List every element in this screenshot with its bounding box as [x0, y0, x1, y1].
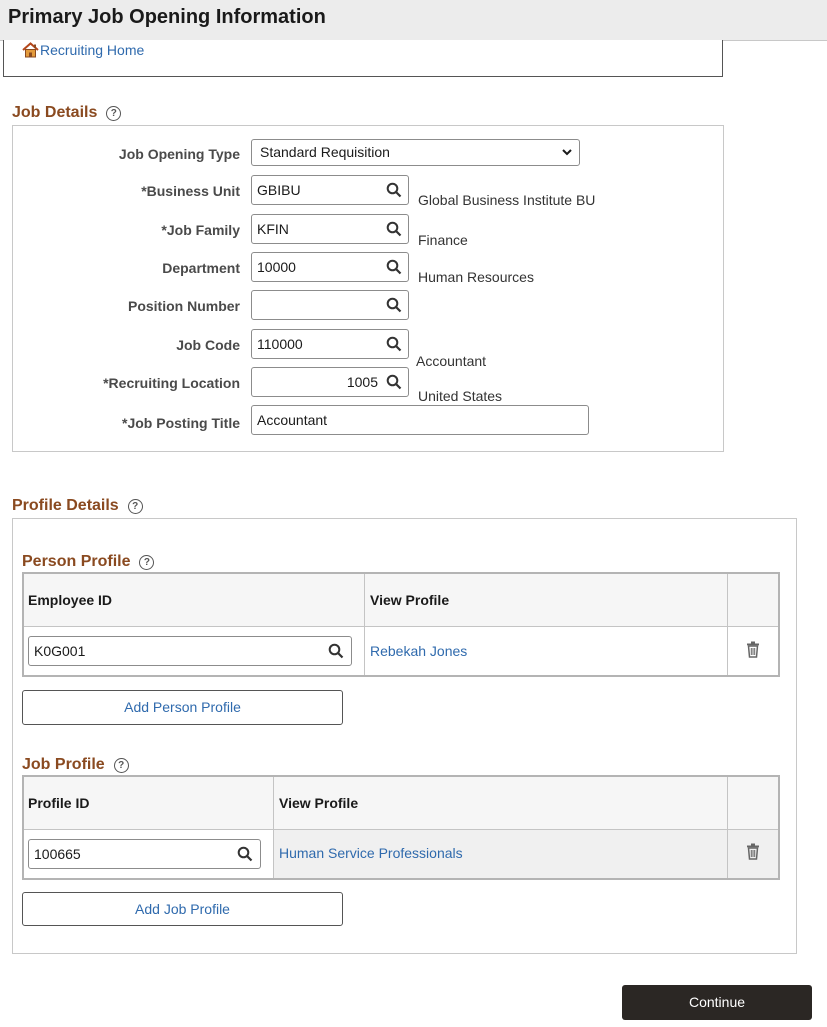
- business-unit-input[interactable]: GBIBU: [251, 175, 409, 205]
- help-icon[interactable]: ?: [106, 106, 121, 121]
- business-unit-description: Global Business Institute BU: [418, 192, 596, 208]
- recruiting-location-label: *Recruiting Location: [103, 375, 240, 391]
- job-opening-type-select[interactable]: [251, 139, 580, 166]
- job-profile-view-link[interactable]: Human Service Professionals: [279, 845, 463, 861]
- search-icon[interactable]: [383, 256, 405, 278]
- department-input[interactable]: 10000: [251, 252, 409, 282]
- position-number-label: Position Number: [127, 298, 240, 314]
- search-icon[interactable]: [325, 640, 347, 662]
- job-profile-grid-header: [24, 777, 778, 830]
- person-profile-header: [22, 553, 154, 571]
- job-family-label: *Job Family: [161, 222, 240, 238]
- column-divider: [364, 574, 365, 675]
- help-icon[interactable]: ?: [114, 758, 129, 773]
- search-icon[interactable]: [383, 333, 405, 355]
- job-family-input[interactable]: KFIN: [251, 214, 409, 244]
- department-description: Human Resources: [418, 269, 534, 285]
- job-posting-title-label: *Job Posting Title: [122, 415, 240, 431]
- job-posting-title-input[interactable]: Accountant: [251, 405, 589, 435]
- recruiting-home-link[interactable]: [22, 42, 144, 58]
- profile-id-column-header: Profile ID: [28, 795, 90, 811]
- search-icon[interactable]: [234, 843, 256, 865]
- person-profile-view-link[interactable]: Rebekah Jones: [370, 643, 468, 659]
- recruiting-location-input[interactable]: 1005: [251, 367, 409, 397]
- department-label: Department: [162, 260, 240, 276]
- job-profile-header: [22, 756, 129, 774]
- continue-button[interactable]: Continue: [622, 985, 812, 1020]
- search-icon[interactable]: [383, 218, 405, 240]
- job-code-input[interactable]: 110000: [251, 329, 409, 359]
- add-person-profile-button[interactable]: Add Person Profile: [22, 690, 343, 725]
- profile-details-header: [12, 497, 143, 515]
- job-details-header: [12, 104, 121, 122]
- search-icon[interactable]: [383, 179, 405, 201]
- job-opening-type-label: Job Opening Type: [118, 146, 240, 162]
- recruiting-home-label: Recruiting Home: [40, 42, 145, 58]
- employee-id-input[interactable]: K0G001: [28, 636, 352, 666]
- column-divider: [273, 777, 274, 878]
- profile-id-input[interactable]: 100665: [28, 839, 261, 869]
- column-divider: [727, 574, 728, 675]
- add-job-profile-button[interactable]: Add Job Profile: [22, 892, 343, 926]
- home-icon: [22, 42, 39, 58]
- profile-details-title: Profile Details: [12, 497, 119, 514]
- help-icon[interactable]: ?: [128, 499, 143, 514]
- job-details-title: Job Details: [12, 104, 98, 121]
- job-profile-title: Job Profile: [22, 756, 105, 773]
- help-icon[interactable]: ?: [139, 555, 154, 570]
- job-code-description: Accountant: [416, 353, 487, 369]
- search-icon[interactable]: [383, 371, 405, 393]
- employee-id-column-header: Employee ID: [28, 592, 113, 608]
- chevron-down-icon: [561, 145, 573, 159]
- page-title: Primary Job Opening Information: [8, 6, 326, 28]
- view-profile-column-header: View Profile: [279, 795, 359, 811]
- business-unit-label: *Business Unit: [141, 183, 240, 199]
- trash-icon[interactable]: [745, 641, 761, 661]
- column-divider: [727, 777, 728, 878]
- view-profile-column-header: View Profile: [370, 592, 450, 608]
- job-code-label: Job Code: [176, 337, 240, 353]
- trash-icon[interactable]: [745, 843, 761, 863]
- search-icon[interactable]: [383, 294, 405, 316]
- job-family-description: Finance: [418, 232, 468, 248]
- recruiting-location-description: United States: [418, 388, 503, 404]
- job-opening-type-value: Standard Requisition: [260, 144, 390, 160]
- person-profile-title: Person Profile: [22, 553, 131, 570]
